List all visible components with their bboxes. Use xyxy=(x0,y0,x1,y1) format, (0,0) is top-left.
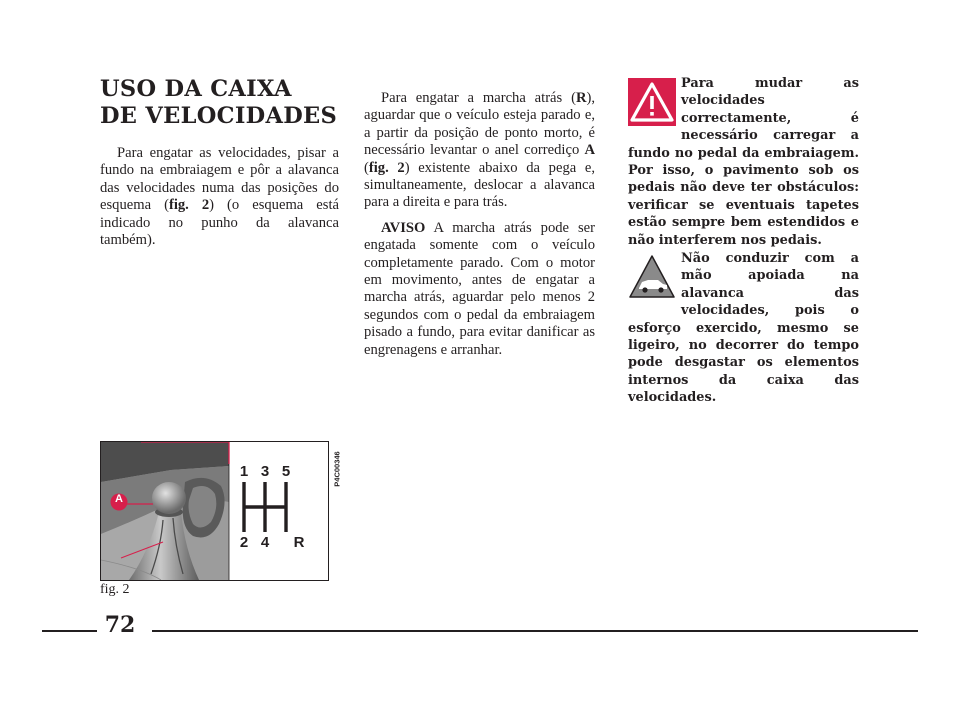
gear-label-reverse: R xyxy=(293,534,305,551)
warning-text-clutch: Para mudar as velocidades correctamente, é necessário carregar a fundo no pedal da embraiagem. Por isso, o pavimento sob os pedais não deve ter obstáculos: verificar se eventuais tapetes estão sempre bem estendidos e não interferem nos pedais. xyxy=(628,76,859,248)
ring-callout-letter: A xyxy=(584,142,595,159)
gear-label-4: 4 xyxy=(260,534,270,551)
gear-lever-photo xyxy=(101,442,229,580)
notice-paragraph: AVISO A marcha atrás pode ser engatada somente com o veículo completamente parado. Com o motor em movimento, antes de engatar a marcha atrás, aguardar pelo menos 2 segundos com o pedal da embraiagem pisado a fundo, para evitar danificar as engrenagens e arranhar. xyxy=(364,219,595,358)
notice-label: AVISO xyxy=(381,219,426,236)
gear-label-2: 2 xyxy=(239,534,249,551)
figure-gear-lever xyxy=(100,441,329,581)
column-1 xyxy=(100,145,339,249)
callout-letter: A xyxy=(115,493,123,505)
car-triangle-icon xyxy=(628,253,676,301)
column-2 xyxy=(364,90,595,359)
warning-triangle-icon xyxy=(628,78,676,126)
gear-label-3: 3 xyxy=(260,463,270,480)
figure-reference: fig. 2 xyxy=(168,197,210,214)
section-title-line1: USO DA CAIXA xyxy=(100,76,292,102)
reverse-gear-paragraph: Para engatar a marcha atrás (R), aguardar que o veículo esteja parado e, a partir da posição de ponto morto, é necessário levantar o anel corrediço A (fig. 2) existente abaixo da pega e, simultaneamente, deslocar a alavanca para a direita e para trás. xyxy=(364,90,595,211)
section-title-line2: DE VELOCIDADES xyxy=(100,103,338,129)
gear-label-5: 5 xyxy=(281,463,291,480)
reverse-gear-symbol: R xyxy=(575,90,587,106)
figure-code: P4C00346 xyxy=(332,451,342,487)
warning-box-hand-on-lever xyxy=(628,250,859,407)
footer-rule-right xyxy=(152,630,918,632)
page-number: 72 xyxy=(104,612,136,638)
figure-caption: fig. 2 xyxy=(100,582,130,597)
figure-reference: fig. 2 xyxy=(368,159,405,176)
section-title xyxy=(100,76,337,130)
warning-box-clutch xyxy=(628,75,859,249)
warning-text-hand-on-lever: Não conduzir com a mão apoiada na alavanca das velocidades, pois o esforço exercido, mesmo se ligeiro, no decorrer do tempo pode desgastar os elementos internos da caixa das velocidades. xyxy=(628,251,859,406)
footer-rule-left xyxy=(42,630,97,632)
intro-paragraph: Para engatar as velocidades, pisar a fundo na embraiagem e pôr a alavanca das velocidades numa das posições do esquema (fig. 2) (o esquema está indicado no punho da alavanca também). xyxy=(100,145,339,249)
gear-label-1: 1 xyxy=(239,463,249,480)
